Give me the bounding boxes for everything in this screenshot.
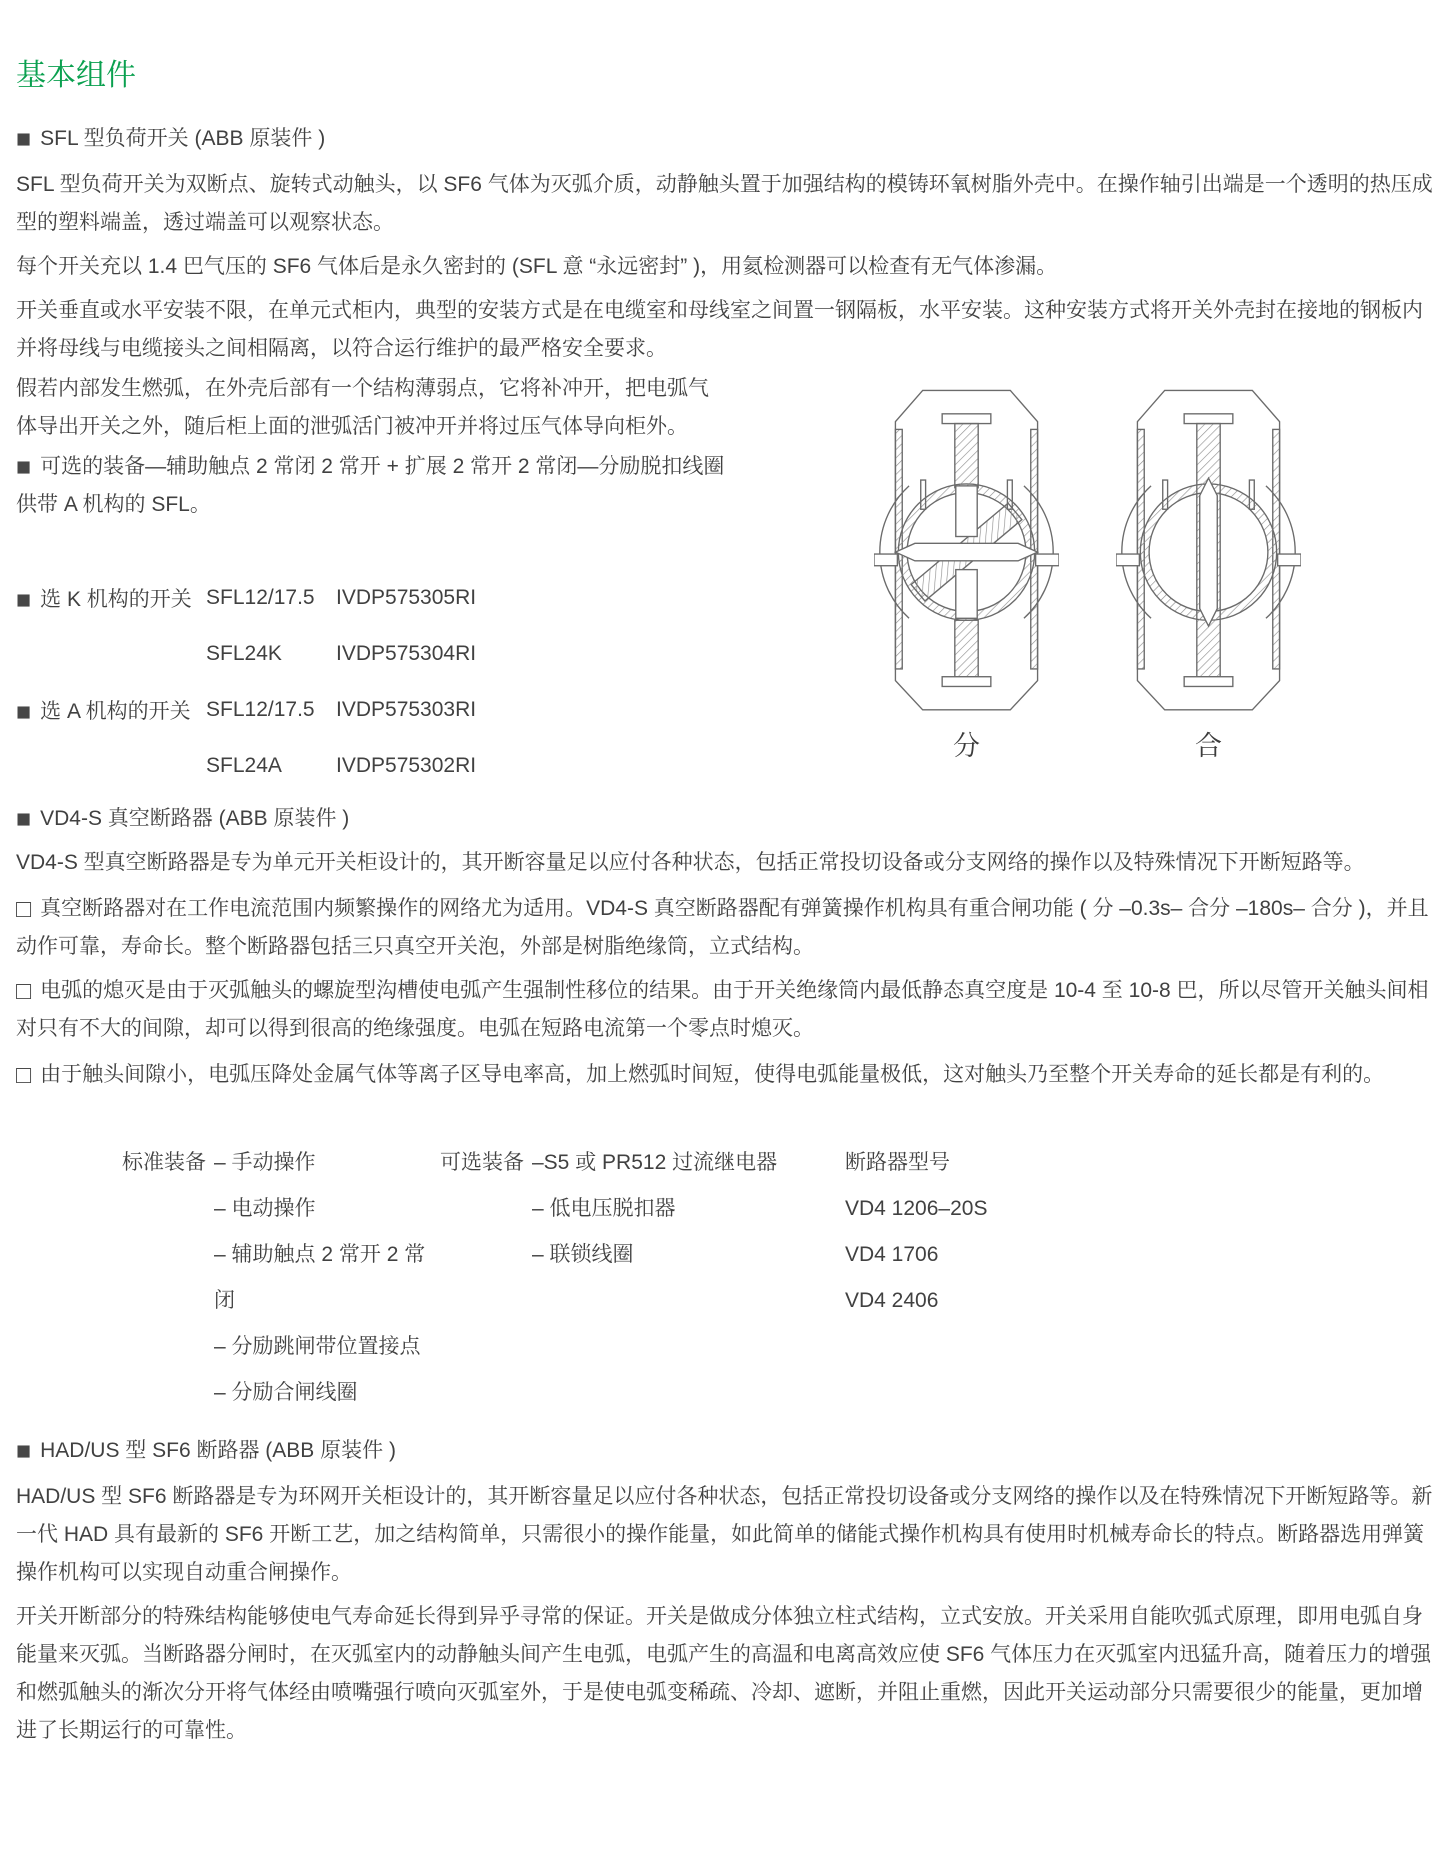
sfl-paragraph-1: SFL 型负荷开关为双断点、旋转式动触头，以 SF6 气体为灭弧介质，动静触头置于加强结构的模铸环氧树脂外壳中。在操作轴引出端是一个透明的热压成型的塑料端盖，透过端盖可以观察状态。 bbox=[16, 173, 1433, 234]
vd4-bullet-text-2: 电弧的熄灭是由于灭弧触头的螺旋型沟槽使电弧产生强制性移位的结果。由于开关绝缘筒内最低静态真空度是 10-4 至 10-8 巴，所以尽管开关触头间相对只有不大的间隙，却可以得到很高的绝缘强度。电弧在短路电流第一个零点时熄灭。 bbox=[16, 979, 1429, 1040]
standard-equipment-label: 标准装备 bbox=[122, 1151, 206, 1174]
part-number: IVDP575304RI bbox=[336, 642, 477, 665]
table-row bbox=[16, 570, 756, 626]
filled-square-icon: ■ bbox=[16, 805, 32, 833]
filled-square-icon: ■ bbox=[16, 453, 32, 481]
switch-model: SFL12/17.5 bbox=[206, 586, 315, 609]
had-section-heading bbox=[16, 1432, 1440, 1470]
sfl-optional-equipment-line-1 bbox=[16, 448, 756, 486]
figure-open bbox=[874, 384, 1059, 761]
optional-equipment-label: 可选装备 bbox=[440, 1151, 524, 1174]
open-square-icon: □ bbox=[16, 977, 32, 1005]
filled-square-icon: ■ bbox=[16, 698, 32, 726]
vd4-bullet-paragraph-1 bbox=[16, 890, 1440, 966]
part-number: IVDP575303RI bbox=[336, 698, 477, 721]
switch-model: SFL12/17.5 bbox=[206, 698, 315, 721]
list-item bbox=[440, 1140, 845, 1186]
sfl-paragraph-4-line-1: 假若内部发生燃弧，在外壳后部有一个结构薄弱点，它将补冲开，把电弧气 bbox=[16, 377, 709, 400]
standard-equipment-list bbox=[122, 1140, 440, 1416]
had-paragraph-1: HAD/US 型 SF6 断路器是专为环网开关柜设计的，其开断容量足以应付各种状态，包括正常投切设备或分支网络的操作以及在特殊情况下开断短路等。新一代 HAD 具有最新的 SF6 开断工艺，加之结构简单，只需很小的操作能量，如此简单的储能式操作机构具有使用时机械寿命长的特点。断路器选用弹簧操作机构可以实现自动重合闸操作。 bbox=[16, 1485, 1433, 1584]
figure-closed bbox=[1116, 384, 1301, 761]
part-number: IVDP575302RI bbox=[336, 754, 477, 777]
vd4-bullet-text-3: 由于触头间隙小，电弧压降处金属气体等离子区导电率高，加上燃弧时间短，使得电弧能量极低，这对触头乃至整个开关寿命的延长都是有利的。 bbox=[40, 1063, 1385, 1086]
filled-square-icon: ■ bbox=[16, 1437, 32, 1465]
page-title: 基本组件 bbox=[16, 59, 136, 92]
list-item: – 电动操作 bbox=[214, 1197, 316, 1220]
vd4-bullet-paragraph-2 bbox=[16, 972, 1440, 1048]
list-item: VD4 1706 bbox=[845, 1243, 939, 1266]
list-item: – 分励合闸线圈 bbox=[214, 1381, 358, 1404]
vd4-section-heading bbox=[16, 800, 1440, 838]
sfl-paragraph-3: 开关垂直或水平安装不限，在单元式柜内，典型的安装方式是在电缆室和母线室之间置一钢隔板，水平安装。这种安装方式将开关外壳封在接地的钢板内并将母线与电缆接头之间相隔离，以符合运行维护的最严格安全要求。 bbox=[16, 299, 1423, 360]
filled-square-icon: ■ bbox=[16, 125, 32, 153]
vd4-section-title: VD4-S 真空断路器 (ABB 原装件 ) bbox=[40, 807, 350, 830]
open-square-icon: □ bbox=[16, 1061, 32, 1089]
breaker-model-list bbox=[845, 1140, 1440, 1416]
model-row-label bbox=[16, 583, 206, 613]
list-item: – 分励跳闸带位置接点 bbox=[214, 1335, 421, 1358]
equipment-item: –S5 或 PR512 过流继电器 bbox=[532, 1151, 778, 1174]
mechanism-label: 选 K 机构的开关 bbox=[40, 588, 192, 611]
switch-closed-drawing bbox=[1116, 384, 1301, 727]
equipment-item: – 手动操作 bbox=[214, 1151, 316, 1174]
had-paragraph-2: 开关开断部分的特殊结构能够使电气寿命延长得到异乎寻常的保证。开关是做成分体独立柱式结构，立式安放。开关采用自能吹弧式原理，即用电弧自身能量来灭弧。当断路器分闸时，在灭弧室内的动静触头间产生电弧，电弧产生的高温和电离高效应使 SF6 气体压力在灭弧室内迅猛升高，随着压力的增强和燃弧触头的渐次分开将气体经由喷嘴强行喷向灭弧室外，于是使电弧变稀疏、冷却、遮断，并阻止重燃，因此开关运动部分只需要很少的能量，更加增进了长期运行的可靠性。 bbox=[16, 1605, 1432, 1742]
list-item: – 低电压脱扣器 bbox=[532, 1197, 676, 1220]
optional-equipment-list bbox=[440, 1140, 845, 1416]
sfl-paragraph-4-line-2: 体导出开关之外，随后柜上面的泄弧活门被冲开并将过压气体导向柜外。 bbox=[16, 415, 688, 438]
filled-square-icon: ■ bbox=[16, 586, 32, 614]
figure-label-open: 分 bbox=[953, 731, 980, 761]
mechanism-label: 选 A 机构的开关 bbox=[40, 700, 191, 723]
had-section-title: HAD/US 型 SF6 断路器 (ABB 原装件 ) bbox=[40, 1439, 396, 1462]
part-number: IVDP575305RI bbox=[336, 586, 477, 609]
sfl-optional-equipment-line-2: 供带 A 机构的 SFL。 bbox=[16, 493, 211, 516]
sfl-model-table bbox=[16, 570, 756, 794]
sfl-left-column bbox=[16, 370, 756, 794]
sfl-paragraph-2: 每个开关充以 1.4 巴气压的 SF6 气体后是永久密封的 (SFL 意 “永远密封” )，用氦检测器可以检查有无气体渗漏。 bbox=[16, 255, 1058, 278]
switch-model: SFL24K bbox=[206, 642, 282, 665]
table-row bbox=[16, 738, 756, 794]
vd4-bullet-paragraph-3 bbox=[16, 1056, 1440, 1094]
list-item: VD4 2406 bbox=[845, 1289, 939, 1312]
table-row bbox=[16, 682, 756, 738]
sfl-section-heading bbox=[16, 120, 1440, 158]
figure-label-closed: 合 bbox=[1195, 731, 1222, 761]
vd4-equipment-block bbox=[122, 1140, 1440, 1416]
table-row bbox=[16, 626, 756, 682]
sfl-optional-equipment-text: 可选的装备—辅助触点 2 常闭 2 常开 + 扩展 2 常开 2 常闭—分励脱扣线圈 bbox=[40, 455, 725, 478]
vd4-bullet-text-1: 真空断路器对在工作电流范围内频繁操作的网络尤为适用。VD4-S 真空断路器配有弹簧操作机构具有重合闸功能 ( 分 –0.3s– 合分 –180s– 合分 )，并且动作可靠，寿命长。整个断路器包括三只真空开关泡，外部是树脂绝缘筒，立式结构。 bbox=[16, 897, 1429, 958]
list-item: – 联锁线圈 bbox=[532, 1243, 634, 1266]
switch-state-figure bbox=[756, 370, 1440, 794]
open-square-icon: □ bbox=[16, 895, 32, 923]
list-item: – 辅助触点 2 常开 2 常闭 bbox=[214, 1243, 426, 1312]
switch-model: SFL24A bbox=[206, 754, 282, 777]
list-item: VD4 1206–20S bbox=[845, 1197, 988, 1220]
list-item bbox=[122, 1140, 440, 1186]
breaker-model-label: 断路器型号 bbox=[845, 1151, 950, 1174]
model-row-label bbox=[16, 695, 206, 725]
sfl-section-title: SFL 型负荷开关 (ABB 原装件 ) bbox=[40, 127, 326, 150]
switch-open-drawing bbox=[874, 384, 1059, 727]
sfl-lower-block bbox=[16, 370, 1440, 794]
vd4-paragraph-1: VD4-S 型真空断路器是专为单元开关柜设计的，其开断容量足以应付各种状态，包括正常投切设备或分支网络的操作以及特殊情况下开断短路等。 bbox=[16, 851, 1365, 874]
